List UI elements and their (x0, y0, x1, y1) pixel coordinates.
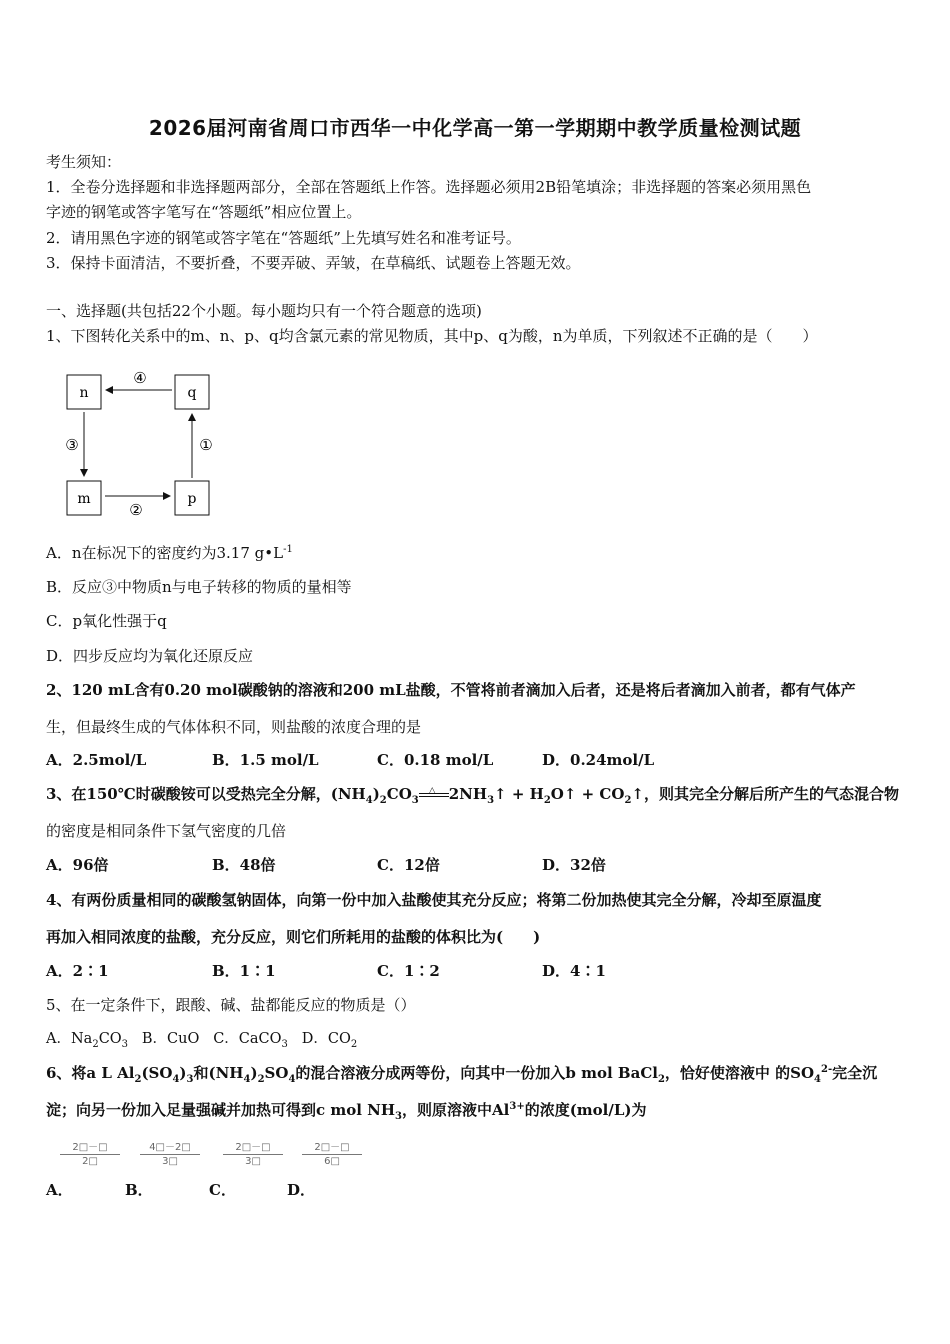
label-step-2: ② (129, 501, 143, 519)
q1-option-a[interactable]: A．n在标况下的密度约为3.17 $g•L^{-1}$ (46, 544, 293, 562)
q6-fraction-d: $\frac{2□-□}{6□}$ (302, 1138, 362, 1167)
notice-item-3: 3．保持卡面清洁，不要折叠，不要弄破、弄皱，在草稿纸、试题卷上答题无效。 (46, 254, 581, 272)
q3-option-a[interactable]: A．96倍 (46, 856, 109, 874)
label-step-3: ③ (65, 436, 79, 454)
q6-fraction-b: $\frac{4□-2□}{3□}$ (140, 1138, 200, 1167)
q1-option-d[interactable]: D．四步反应均为氧化还原反应 (46, 647, 254, 665)
q3-option-d[interactable]: D．32倍 (542, 856, 606, 874)
node-q (175, 375, 209, 409)
notice-item-2: 2．请用黑色字迹的钢笔或答字笔在“答题纸”上先填写姓名和准考证号。 (46, 229, 521, 247)
notice-item-1: 1．全卷分选择题和非选择题两部分，全部在答题纸上作答。选择题必须用2B铅笔填涂；非选择题的答案必须用黑色 (46, 178, 812, 196)
q2-option-d[interactable]: D．0.24mol/L (542, 751, 655, 769)
svg-text:p: p (187, 491, 197, 507)
label-step-4: ④ (133, 369, 147, 387)
q6-option-c[interactable]: C． (209, 1181, 236, 1199)
q1-stem: 1、下图转化关系中的m、n、p、q均含氯元素的常见物质，其中p、q为酸，n为单质，下列叙述不正确的是（ ） (46, 327, 818, 345)
q4-option-b[interactable]: B．1∶1 (212, 962, 276, 980)
node-p (175, 481, 209, 515)
q2-option-c[interactable]: C．0.18 mol/L (377, 751, 494, 769)
q6-stem-line2: 淀；向另一份加入足量强碱并加热可得到c mol $NH_3$，则原溶液中$Al^{3+}$的浓度(mol/L)为 (46, 1101, 647, 1122)
q2-option-b[interactable]: B．1.5 mol/L (212, 751, 319, 769)
svg-text:q: q (187, 385, 197, 401)
q3-options (46, 855, 908, 875)
q5-option-d[interactable]: D．$CO_2$ (301, 1031, 358, 1050)
heat-equals-sign: △ (419, 790, 449, 800)
q4-option-a[interactable]: A．2∶1 (46, 962, 109, 980)
q2-option-a[interactable]: A．2.5mol/L (46, 751, 147, 769)
q6-option-d[interactable]: D． (287, 1181, 316, 1199)
page-title: 2026届河南省周口市西华一中化学高一第一学期期中教学质量检测试题 (148, 116, 802, 140)
svg-text:m: m (77, 491, 91, 507)
section-heading: 一、选择题(共包括22个小题。每小题均只有一个符合题意的选项) (46, 302, 482, 320)
q5-stem: 5、在一定条件下，跟酸、碱、盐都能反应的物质是（） (46, 996, 416, 1014)
svg-text:n: n (79, 385, 89, 401)
q5-option-a[interactable]: A．$Na_2CO_3$ (46, 1031, 129, 1050)
q4-options (46, 961, 908, 981)
q3-stem-line2: 的密度是相同条件下氢气密度的几倍 (46, 822, 287, 840)
q3-option-b[interactable]: B．48倍 (212, 856, 276, 874)
q3-option-c[interactable]: C．12倍 (377, 856, 440, 874)
notice-item-1-cont: 字迹的钢笔或答字笔写在“答题纸”相应位置上。 (46, 203, 362, 221)
q2-stem-line2: 生，但最终生成的气体体积不同，则盐酸的浓度合理的是 (46, 718, 422, 736)
q4-option-c[interactable]: C．1∶2 (377, 962, 440, 980)
q5-option-c[interactable]: C．CaCO$_3$ (213, 1031, 288, 1050)
q3-stem-line1: 3、在150℃时碳酸铵可以受热完全分解，$(NH_4)_2CO_3$ △ $2NH_3↑$ + $H_2O↑$ + $CO_2↑$，则其完全分解后所产生的气态混合物 (46, 785, 899, 806)
label-step-1: ① (199, 436, 213, 454)
q2-stem-line1: 2、120 mL含有0.20 mol碳酸钠的溶液和200 mL盐酸，不管将前者滴加入后者，还是将后者滴加入前者，都有气体产 (46, 681, 856, 699)
notice-heading: 考生须知： (46, 153, 122, 171)
q6-stem-line1: 6、将a L $Al_2(SO_4)_3$和$(NH_4)_2SO_4$的混合溶液分成两等份，向其中一份加入b mol BaCl$_2$，恰好使溶液中 的$SO_4^{2-}$完全沉 (46, 1064, 878, 1085)
q2-options (46, 750, 908, 770)
q6-fraction-a: $\frac{2□-□}{2□}$ (60, 1138, 120, 1167)
q1-conversion-diagram (60, 365, 230, 525)
q1-option-b[interactable]: B．反应③中物质n与电子转移的物质的量相等 (46, 578, 352, 596)
q1-option-c[interactable]: C．p氧化性强于q (46, 612, 167, 630)
q5-option-b[interactable]: B．CuO (141, 1031, 200, 1047)
q6-option-b[interactable]: B． (125, 1181, 153, 1199)
q4-stem-line1: 4、有两份质量相同的碳酸氢钠固体，向第一份中加入盐酸使其充分反应；将第二份加热使其完全分解，冷却至原温度 (46, 891, 822, 909)
q5-options (46, 1029, 908, 1049)
q6-fraction-c: $\frac{2□-□}{3□}$ (223, 1138, 283, 1167)
q4-option-d[interactable]: D．4∶1 (542, 962, 606, 980)
node-m (67, 481, 101, 515)
q6-option-a[interactable]: A． (46, 1181, 73, 1199)
node-n (67, 375, 101, 409)
q6-options (46, 1180, 908, 1200)
q4-stem-line2: 再加入相同浓度的盐酸，充分反应，则它们所耗用的盐酸的体积比为( ) (46, 928, 541, 946)
